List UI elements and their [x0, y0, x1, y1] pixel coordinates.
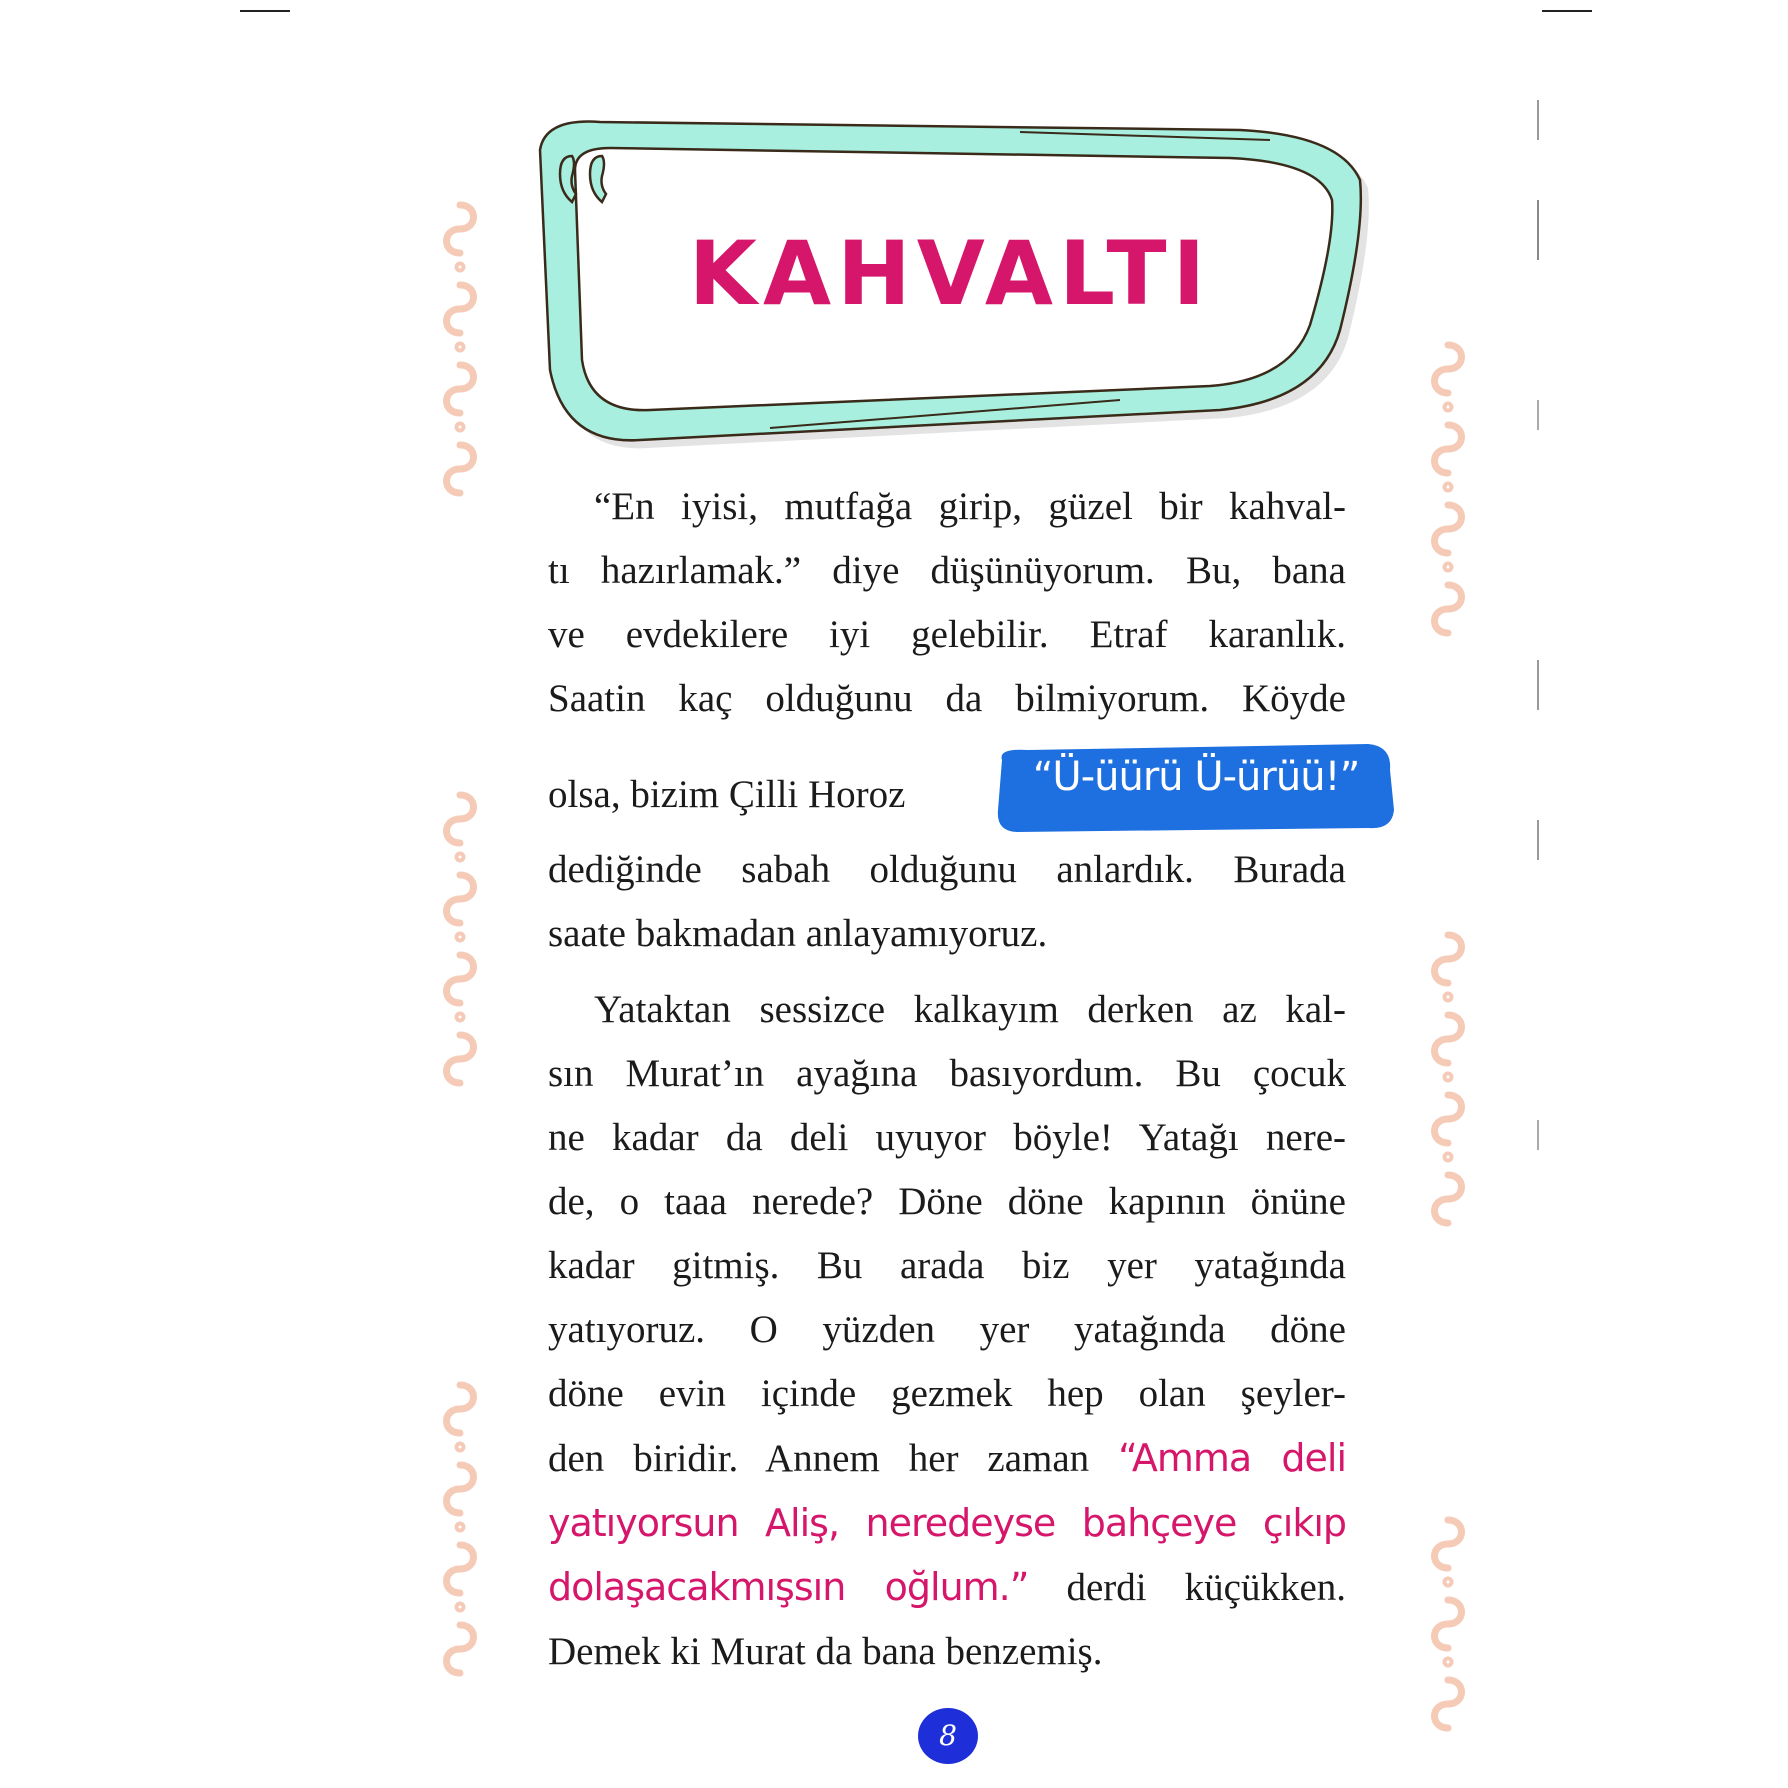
- swirl-decoration-right-3: [1418, 1510, 1498, 1780]
- mother-quote-line: yatıyorsun Aliş, neredeyse bahçeye çıkıp: [548, 1501, 1346, 1545]
- mother-quote-start: “Amma deli: [1118, 1436, 1346, 1480]
- text-line: Demek ki Murat da bana benzemiş.: [548, 1630, 1103, 1673]
- text-line: saate bakmadan anlayamıyoruz.: [548, 912, 1048, 955]
- text-segment: den biridir. Annem her zaman: [548, 1437, 1090, 1480]
- text-line: Yataktan sessizce kalkayım derken az kal-: [594, 988, 1346, 1031]
- text-line: ne kadar da deli uyuyor böyle! Yatağı nere-: [548, 1116, 1346, 1159]
- paragraph-1: [548, 475, 1346, 731]
- swirl-decoration-left-2: [430, 785, 510, 1095]
- text-line-mixed: [548, 1426, 1346, 1491]
- text-line: “En iyisi, mutfağa girip, güzel bir kahval-: [594, 485, 1346, 528]
- text-segment: derdi küçükken.: [1066, 1566, 1347, 1609]
- chapter-title: KAHVALTI: [688, 222, 1212, 325]
- text-line-olsa: olsa, bizim Çilli Horoz: [548, 773, 906, 816]
- text-line: de, o taaa nerede? Döne döne kapının önüne: [548, 1180, 1346, 1223]
- rooster-call-text: “Ü-üürü Ü-ürüü!”: [1032, 754, 1360, 800]
- text-line: Saatin kaç olduğunu da bilmiyorum. Köyde: [548, 677, 1346, 720]
- paragraph-1-continued: [548, 838, 1346, 966]
- text-line: tı hazırlamak.” diye düşünüyorum. Bu, bana: [548, 549, 1346, 592]
- swirl-decoration-right-1: [1418, 335, 1498, 645]
- swirl-decoration-left-1: [430, 195, 510, 505]
- paragraph-2: [548, 978, 1346, 1684]
- swirl-decoration-right-2: [1418, 925, 1498, 1235]
- text-line: kadar gitmiş. Bu arada biz yer yatağında: [548, 1244, 1346, 1287]
- text-line-mixed: [548, 1555, 1346, 1620]
- swirl-decoration-left-3: [430, 1375, 510, 1685]
- text-line: döne evin içinde gezmek hep olan şeyler-: [548, 1372, 1346, 1415]
- page-number: 8: [918, 1708, 978, 1764]
- text-line: yatıyoruz. O yüzden yer yatağında döne: [548, 1308, 1346, 1351]
- page-edge-marks: [1536, 80, 1540, 1720]
- text-line: ve evdekilere iyi gelebilir. Etraf karanlık.: [548, 613, 1346, 656]
- crop-mark-right: [1542, 10, 1592, 12]
- crop-mark-left: [240, 10, 290, 12]
- text-line: dediğinde sabah olduğunu anlardık. Burada: [548, 848, 1346, 891]
- mother-quote-end: dolaşacakmışsın oğlum.”: [548, 1565, 1029, 1609]
- text-line: sın Murat’ın ayağına basıyordum. Bu çocuk: [548, 1052, 1346, 1095]
